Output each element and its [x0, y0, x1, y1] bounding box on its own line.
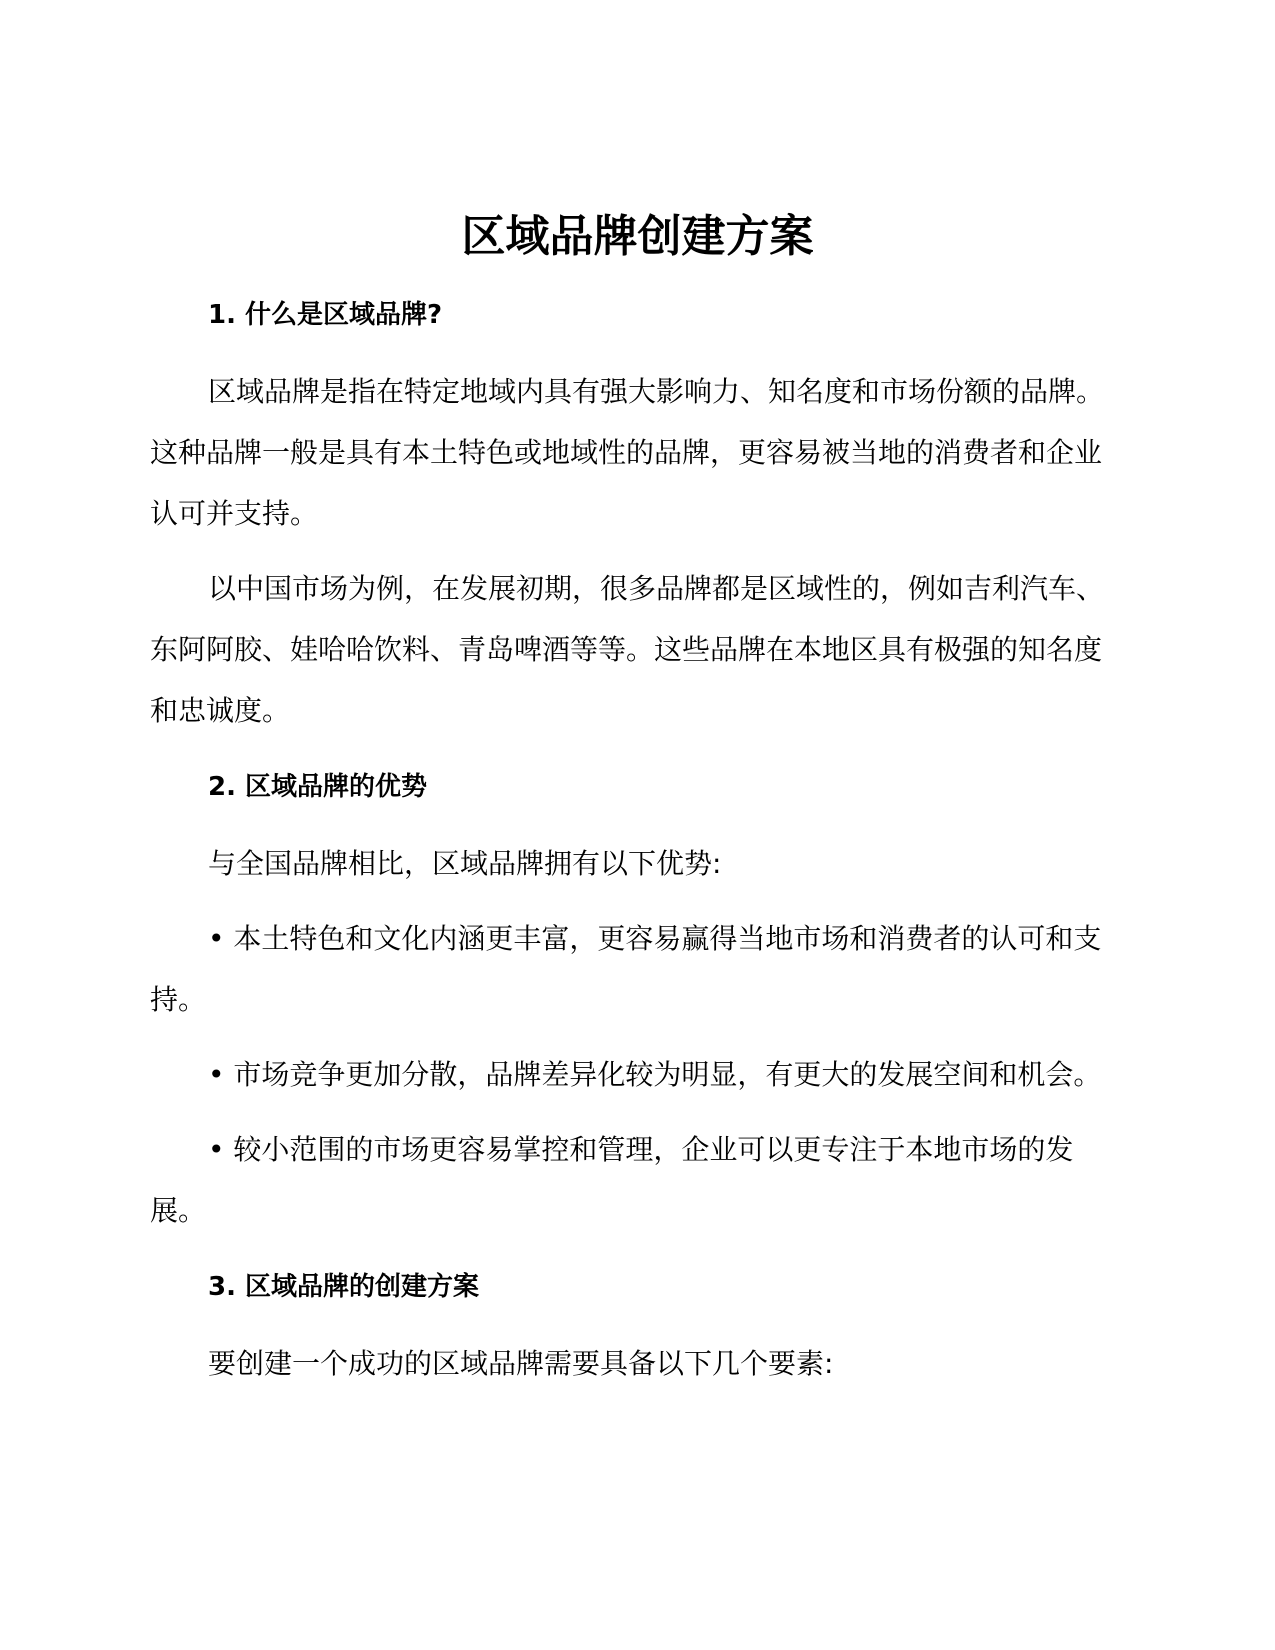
bullet-item: • 较小范围的市场更容易掌控和管理，企业可以更专注于本地市场的发展。 — [150, 1133, 1074, 1227]
bullet-item: • 市场竞争更加分散，品牌差异化较为明显，有更大的发展空间和机会。 — [208, 1058, 1102, 1091]
paragraph: 要创建一个成功的区域品牌需要具备以下几个要素: — [208, 1347, 834, 1380]
section-heading-3: 3. 区域品牌的创建方案 — [208, 1272, 480, 1302]
section-heading-1: 1. 什么是区域品牌? — [208, 300, 443, 330]
document-body — [150, 285, 1115, 1394]
bullet-item: • 本土特色和文化内涵更丰富，更容易赢得当地市场和消费者的认可和支持。 — [150, 922, 1102, 1016]
page-title: 区域品牌创建方案 — [461, 211, 814, 262]
paragraph: 与全国品牌相比，区域品牌拥有以下优势: — [208, 847, 722, 880]
paragraph: 以中国市场为例，在发展初期，很多品牌都是区域性的，例如吉利汽车、东阿阿胶、娃哈哈饮料、青岛啤酒等等。这些品牌在本地区具有极强的知名度和忠诚度。 — [150, 572, 1105, 727]
paragraph: 区域品牌是指在特定地域内具有强大影响力、知名度和市场份额的品牌。这种品牌一般是具有本土特色或地域性的品牌，更容易被当地的消费者和企业认可并支持。 — [150, 375, 1105, 530]
section-heading-2: 2. 区域品牌的优势 — [208, 772, 428, 802]
